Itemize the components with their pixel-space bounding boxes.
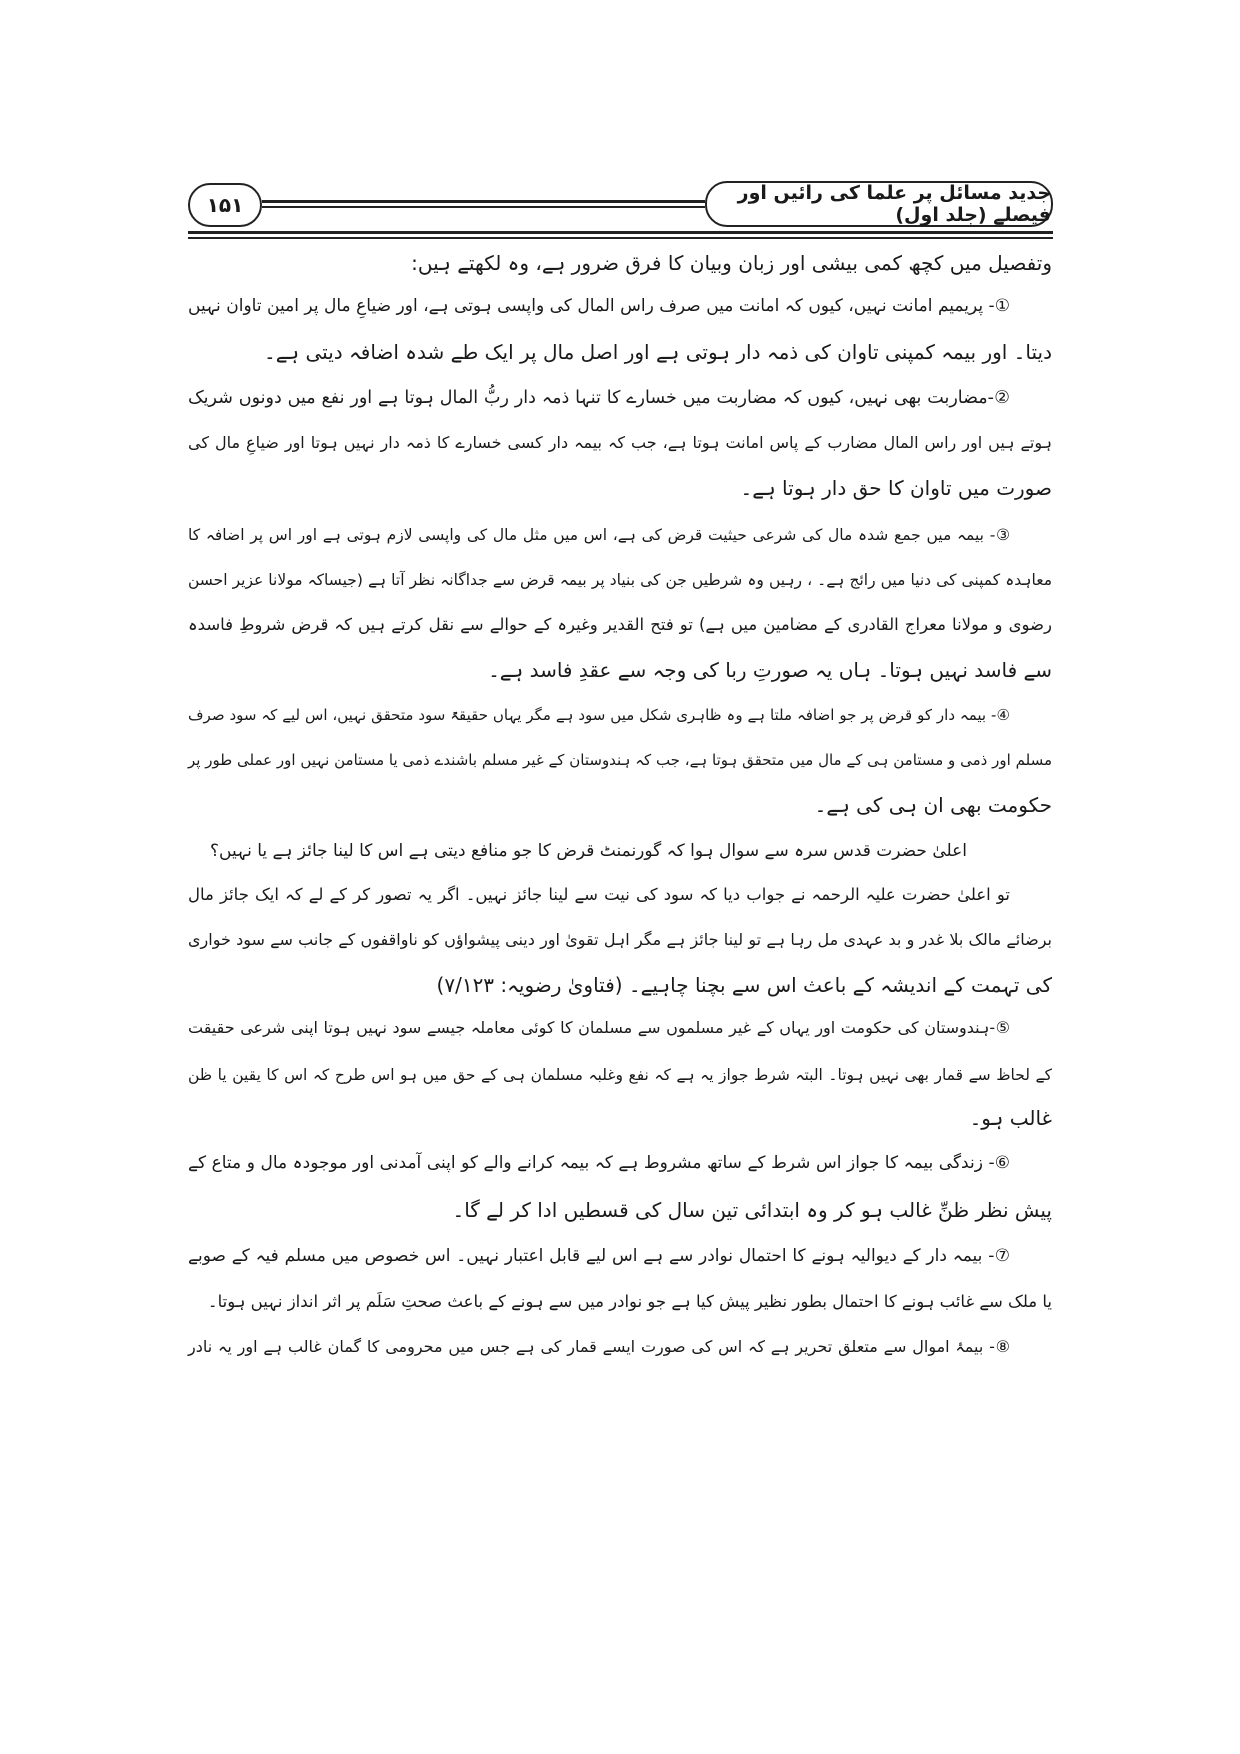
text-line	[188, 560, 1052, 600]
paragraph-2-start	[188, 378, 1052, 418]
paragraph-7-start	[188, 1236, 1052, 1276]
text-line	[188, 1055, 1052, 1095]
line-text: رضوی و مولانا معراج القادری کے مضامین میں ہے) تو فتح القدیر وغیرہ کے حوالے سے نقل کرتے ہیں کہ قرض شروطِ فاسدہ	[188, 615, 1052, 634]
page-number: ۱۵۱	[188, 183, 262, 227]
line-text: ⑦- بیمہ دار کے دیوالیہ ہونے کا احتمال نوادر سے ہے اس لیے قابل اعتبار نہیں۔ اس خصوص میں مسلم فیہ کے صوبے	[188, 1246, 1010, 1266]
text-line	[188, 243, 1052, 283]
book-title: جدید مسائل پر علما کی رائیں اور فیصلے (جلد اول)	[705, 181, 1053, 227]
line-text: کی تہمت کے اندیشہ کے باعث اس سے بچنا چاہیے۔ (فتاویٰ رضویہ: ۷/۱۲۳)	[436, 973, 1052, 997]
text-line	[188, 1282, 1052, 1322]
paragraph-1-start	[188, 286, 1052, 326]
line-text: ④- بیمہ دار کو قرض پر جو اضافہ ملتا ہے وہ ظاہری شکل میں سود ہے مگر یہاں حقیقۃً سود متحقق نہیں، اس لیے کہ سود صرف	[188, 706, 1010, 724]
line-text: کے لحاظ سے قمار بھی نہیں ہوتا۔ البتہ شرط جواز یہ ہے کہ نفع وغلبہ مسلمان ہی کے حق میں ہو اس طرح کہ اس کا یقین یا ظن	[188, 1066, 1052, 1084]
question-line	[188, 831, 1052, 871]
line-text: معاہدہ کمپنی کی دنیا میں رائج ہے۔ ، رہیں وہ شرطیں جن کی بنیاد پر بیمہ قرض سے جداگانہ نظر آتا ہے (جیساکہ مولانا عزیر احسن	[188, 571, 1052, 589]
text-line	[188, 332, 1052, 372]
line-text: ⑥- زندگی بیمہ کا جواز اس شرط کے ساتھ مشروط ہے کہ بیمہ کرانے والے کو اپنی آمدنی اور موجودہ مال و متاع کے	[188, 1153, 1010, 1173]
paragraph-8-start	[188, 1327, 1052, 1367]
line-text: ③- بیمہ میں جمع شدہ مال کی شرعی حیثیت قرض کی ہے، اس میں مثل مال کی واپسی لازم ہوتی ہے اور اس پر اضافہ کا	[188, 526, 1010, 544]
paragraph-3-start	[188, 515, 1052, 555]
line-text: مسلم اور ذمی و مستامن ہی کے مال میں متحقق ہوتا ہے، جب کہ ہندوستان کے غیر مسلم باشندے ذمی یا مستامن نہیں اور عملی طور پر	[188, 751, 1052, 769]
line-text: وتفصیل میں کچھ کمی بیشی اور زبان وبیان کا فرق ضرور ہے، وہ لکھتے ہیں:	[411, 251, 1052, 275]
text-line	[188, 920, 1052, 960]
header-rule	[188, 231, 1053, 234]
line-text: دیتا۔ اور بیمہ کمپنی تاوان کی ذمہ دار ہوتی ہے اور اصل مال پر ایک طے شدہ اضافہ دیتی ہے۔	[263, 340, 1052, 364]
text-line	[188, 650, 1052, 690]
line-text: یا ملک سے غائب ہونے کا احتمال بطور نظیر پیش کیا ہے جو نوادر میں سے ہونے کے باعث صحتِ سَلَم پر اثر انداز نہیں ہوتا۔	[207, 1292, 1052, 1311]
text-line	[188, 1190, 1052, 1230]
text-line	[188, 785, 1052, 825]
paragraph-6-start	[188, 1143, 1052, 1183]
line-text: ہوتے ہیں اور راس المال مضارب کے پاس امانت ہوتا ہے، جب کہ بیمہ دار کسی خسارے کا ذمہ دار نہیں ہوتا اور ضیاعِ مال کی	[188, 433, 1052, 452]
citation-line	[188, 965, 1052, 1005]
text-line	[188, 740, 1052, 780]
line-text: ⑤-ہندوستان کی حکومت اور یہاں کے غیر مسلموں سے مسلمان کا کوئی معاملہ جیسے سود نہیں ہوتا اپنی شرعی حقیقت	[188, 1018, 1010, 1037]
header-rule	[188, 237, 1053, 239]
line-text: ⑧- بیمۂ اموال سے متعلق تحریر ہے کہ اس کی صورت ایسے قمار کی ہے جس میں محرومی کا گمان غالب ہے اور یہ نادر	[188, 1337, 1010, 1356]
text-line	[188, 423, 1052, 463]
line-text: غالب ہو۔	[969, 1106, 1052, 1130]
text-line	[188, 468, 1052, 508]
text-line	[188, 605, 1052, 645]
answer-start	[188, 875, 1052, 915]
header-divider	[262, 206, 705, 208]
line-text: برضائے مالک بلا غدر و بد عہدی مل رہا ہے تو لینا جائز ہے مگر اہل تقویٰ اور دینی پیشواؤں کو ناواقفوں کے جانب سے سود خواری	[188, 930, 1053, 949]
text-line	[188, 1098, 1052, 1138]
line-text: صورت میں تاوان کا حق دار ہوتا ہے۔	[740, 476, 1052, 500]
paragraph-5-start	[188, 1008, 1052, 1048]
line-text: ②-مضاربت بھی نہیں، کیوں کہ مضاربت میں خسارے کا تنہا ذمہ دار ربُّ المال ہوتا ہے اور نفع میں دونوں شریک	[188, 388, 1010, 408]
line-text: پیش نظر ظنِّ غالب ہو کر وہ ابتدائی تین سال کی قسطیں ادا کر لے گا۔	[452, 1198, 1052, 1222]
line-text: اعلیٰ حضرت قدس سرہ سے سوال ہوا کہ گورنمنٹ قرض کا جو منافع دیتی ہے اس کا لینا جائز ہے یا نہیں؟	[210, 841, 967, 861]
line-text: حکومت بھی ان ہی کی ہے۔	[814, 793, 1052, 817]
paragraph-4-start	[188, 695, 1052, 735]
line-text: ①- پریمیم امانت نہیں، کیوں کہ امانت میں صرف راس المال کی واپسی ہوتی ہے، اور ضیاعِ مال پر امین تاوان نہیں	[188, 296, 1010, 316]
line-text: تو اعلیٰ حضرت علیہ الرحمہ نے جواب دیا کہ سود کی نیت سے لینا جائز نہیں۔ اگر یہ تصور کر کے لے کہ ایک جائز مال	[188, 885, 1010, 904]
header-divider	[262, 200, 705, 203]
line-text: سے فاسد نہیں ہوتا۔ ہاں یہ صورتِ ربا کی وجہ سے عقدِ فاسد ہے۔	[488, 658, 1052, 682]
